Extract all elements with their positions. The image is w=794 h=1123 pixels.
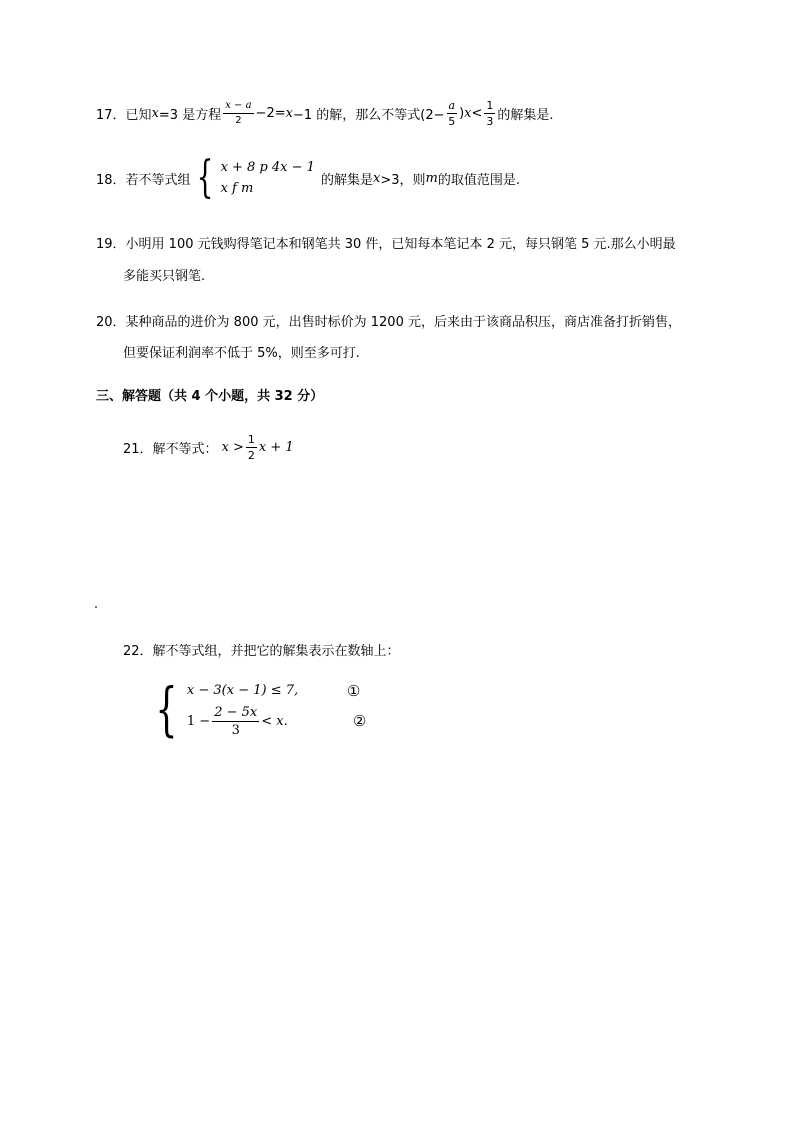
circled-number-2: ②	[352, 712, 367, 730]
question-text: 的解集是	[320, 172, 373, 188]
fraction-denominator: 3	[231, 722, 240, 738]
variable-x: x	[285, 106, 293, 121]
question-text: >3，则	[380, 172, 426, 188]
inequality-lhs: x >	[221, 440, 244, 455]
question-20-continued	[123, 342, 360, 361]
question-text: 解不等式组，并把它的解集表示在数轴上：	[152, 644, 400, 659]
fraction-denominator: 2	[247, 449, 255, 462]
question-number: 21．	[123, 442, 153, 457]
question-text: )	[459, 106, 465, 121]
fraction-numerator: 1	[247, 433, 255, 446]
question-20	[96, 311, 681, 330]
question-text: −2=	[255, 106, 286, 121]
system-row-2: x f m	[220, 181, 254, 196]
fraction-numerator: a	[448, 99, 456, 112]
question-text: −1 的解，那么不等式(2−	[292, 108, 445, 123]
system-brace: {	[155, 675, 178, 743]
question-number: 19．	[96, 237, 126, 252]
fraction-numerator: 1	[486, 99, 494, 112]
system-row-1: x + 8 p 4x − 1	[220, 160, 315, 175]
stray-dot	[95, 606, 97, 608]
variable-m: m	[425, 170, 438, 186]
inequality-rhs: x + 1	[258, 440, 294, 455]
inequality-system	[221, 160, 315, 196]
question-17	[96, 100, 554, 127]
fraction-1-over-2	[246, 434, 257, 461]
inequality-system	[187, 682, 366, 737]
section-heading: 三、解答题（共 4 个小题，共 32 分）	[96, 389, 324, 404]
question-number: 18．	[96, 172, 126, 188]
question-text: 的解集是.	[497, 108, 554, 123]
question-text: 小明用 100 元钱购得笔记本和钢笔共 30 件，已知每本笔记本 2 元，每只钢笔 5 元.那么小明最	[125, 237, 676, 252]
fraction-denominator: 3	[486, 115, 494, 128]
system-brace: {	[196, 152, 213, 203]
system-row-1	[187, 682, 366, 700]
question-text: 多能买只钢笔.	[123, 269, 206, 284]
question-text: =3 是方程	[158, 108, 222, 123]
inequality-2	[187, 706, 347, 737]
question-number: 20．	[96, 315, 126, 330]
question-text: <	[471, 106, 483, 121]
fraction-denominator: 5	[448, 115, 456, 128]
question-text: 但要保证利润率不低于 5%，则至多可打.	[123, 346, 360, 361]
question-number: 17．	[96, 108, 126, 123]
fraction-denominator: 2	[235, 115, 242, 126]
inequality-2-suffix: < x.	[261, 713, 288, 729]
question-text: 的取值范围是.	[437, 172, 520, 188]
question-text: 某种商品的进价为 800 元，出售时标价为 1200 元，后来由于该商品积压，商店准备打折销售，	[125, 315, 681, 330]
question-19-continued	[123, 265, 205, 284]
variable-x: x	[464, 106, 472, 121]
fraction-numerator: 2 − 5x	[214, 704, 258, 720]
variable-x: x	[372, 170, 381, 186]
fraction-1-over-3	[484, 100, 495, 127]
question-text: 解不等式：	[152, 442, 218, 457]
inequality-2-prefix: 1 −	[186, 713, 211, 729]
question-text: 已知	[125, 108, 152, 123]
circled-number-1: ①	[346, 681, 361, 700]
fraction-numerator: x − a	[223, 101, 253, 114]
inequality-1: x − 3(x − 1) ≤ 7,	[186, 683, 299, 698]
fraction-a-over-5	[447, 100, 458, 127]
fraction-2-minus-5x-over-3	[212, 706, 259, 737]
inequality-system-22	[148, 675, 367, 743]
question-22	[123, 640, 400, 659]
variable-x: x	[151, 106, 159, 121]
question-text: 若不等式组	[125, 172, 191, 188]
system-row-2	[187, 706, 366, 737]
question-number: 22．	[123, 644, 153, 659]
question-21	[123, 434, 294, 461]
question-19	[96, 233, 676, 252]
question-18	[96, 152, 520, 203]
fraction-x-minus-a-over-2	[223, 101, 253, 126]
